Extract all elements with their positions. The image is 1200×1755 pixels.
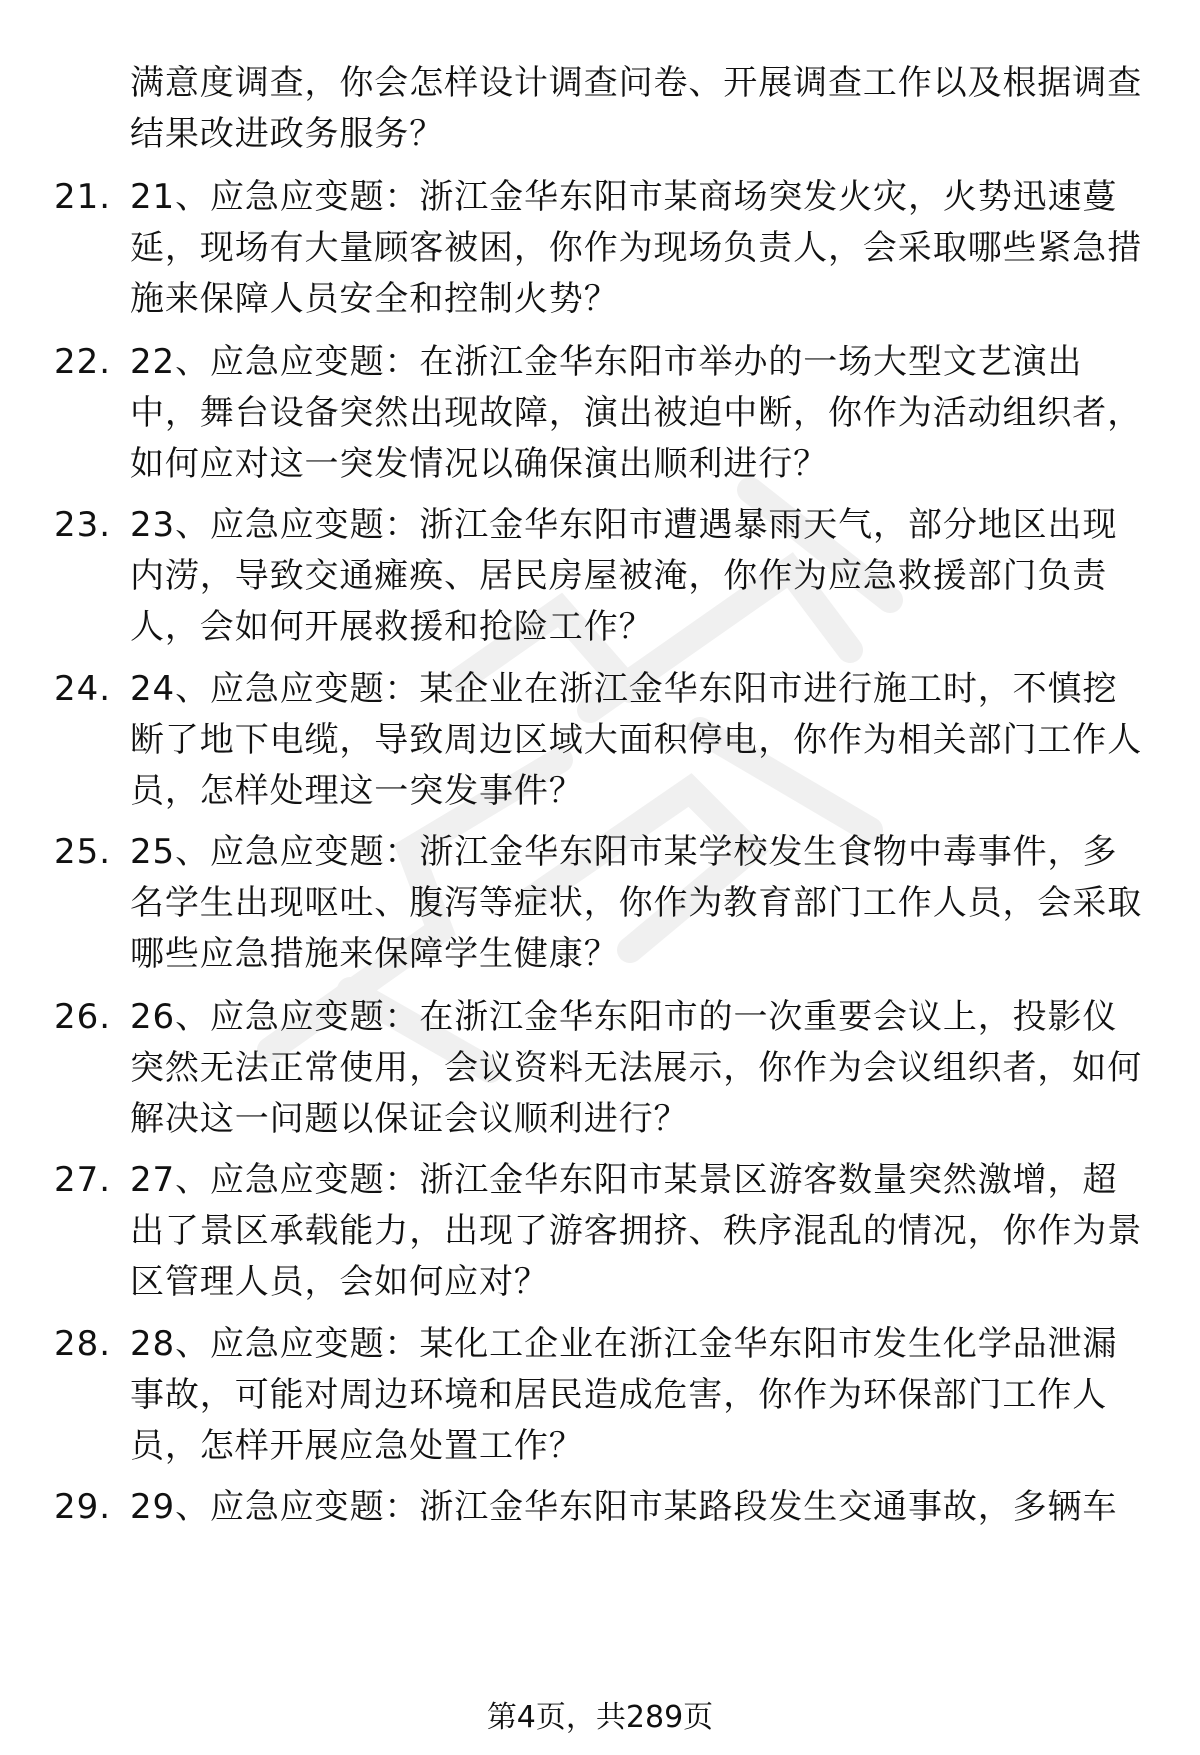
item-text: 21、应急应变题：浙江金华东阳市某商场突发火灾，火势迅速蔓延，现场有大量顾客被困，你作为现场负责人，会采取哪些紧急措施来保障人员安全和控制火势？ (130, 177, 1143, 319)
item-text: 27、应急应变题：浙江金华东阳市某景区游客数量突然激增，超出了景区承载能力，出现了游客拥挤、秩序混乱的情况，你作为景区管理人员，会如何应对？ (130, 1160, 1143, 1302)
item-text: 22、应急应变题：在浙江金华东阳市举办的一场大型文艺演出中，舞台设备突然出现故障，演出被迫中断，你作为活动组织者，如何应对这一突发情况以确保演出顺利进行？ (130, 342, 1143, 484)
item-number: 21. (54, 177, 112, 217)
item-text: 25、应急应变题：浙江金华东阳市某学校发生食物中毒事件，多名学生出现呕吐、腹泻等症状，你作为教育部门工作人员，会采取哪些应急措施来保障学生健康？ (130, 832, 1143, 974)
item-number: 29. (54, 1487, 112, 1527)
item-text: 26、应急应变题：在浙江金华东阳市的一次重要会议上，投影仪突然无法正常使用，会议资料无法展示，你作为会议组织者，如何解决这一问题以保证会议顺利进行？ (130, 997, 1143, 1139)
item-number: 27. (54, 1160, 112, 1200)
item-text: 24、应急应变题：某企业在浙江金华东阳市进行施工时，不慎挖断了地下电缆，导致周边区域大面积停电，你作为相关部门工作人员，怎样处理这一突发事件？ (130, 669, 1143, 811)
item-text: 28、应急应变题：某化工企业在浙江金华东阳市发生化学品泄漏事故，可能对周边环境和居民造成危害，你作为环保部门工作人员，怎样开展应急处置工作？ (130, 1324, 1118, 1466)
page-number-footer: 第4页，共289页 (486, 1700, 714, 1735)
item-number: 22. (54, 342, 112, 382)
item-number: 24. (54, 669, 112, 709)
item-text: 满意度调查，你会怎样设计调查问卷、开展调查工作以及根据调查结果改进政务服务？ (130, 63, 1143, 154)
item-number: 28. (54, 1324, 112, 1364)
item-text: 29、应急应变题：浙江金华东阳市某路段发生交通事故，多辆车 (130, 1487, 1118, 1527)
item-number: 25. (54, 832, 112, 872)
item-number: 26. (54, 997, 112, 1037)
item-number: 23. (54, 505, 112, 545)
item-text: 23、应急应变题：浙江金华东阳市遭遇暴雨天气，部分地区出现内涝，导致交通瘫痪、居民房屋被淹，你作为应急救援部门负责人，会如何开展救援和抢险工作？ (130, 505, 1118, 647)
